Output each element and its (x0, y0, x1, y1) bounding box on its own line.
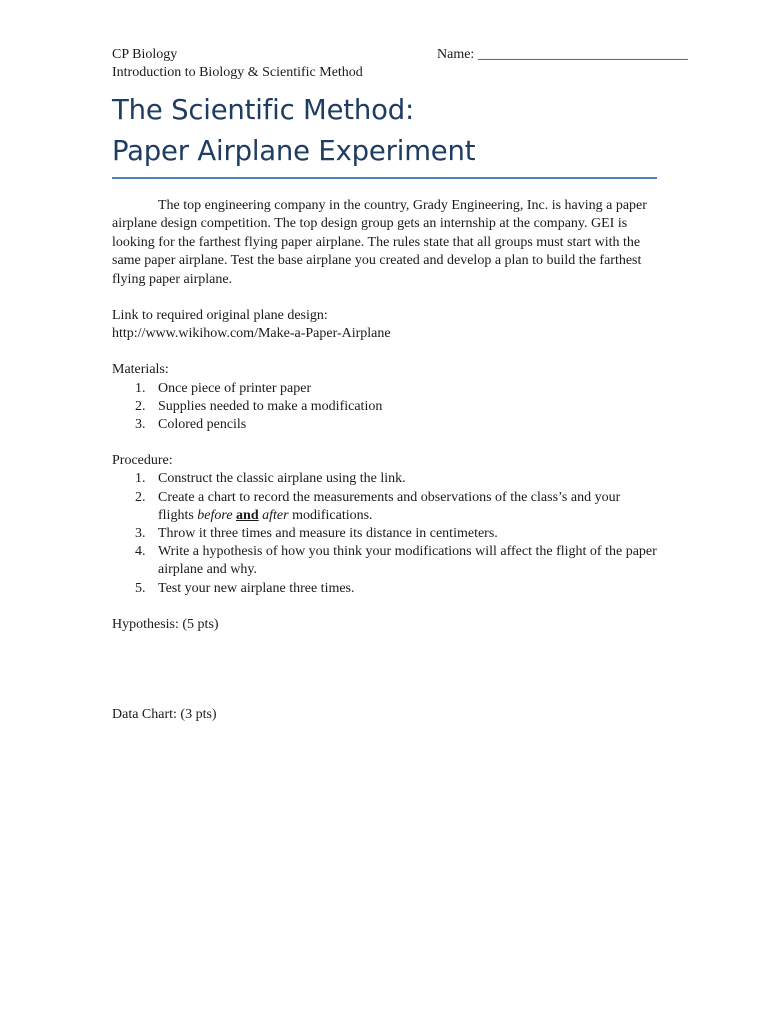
list-item (112, 416, 657, 434)
title-line-1: The Scientific Method: (112, 94, 415, 126)
list-text: Test your new airplane three times. (158, 580, 355, 596)
emphasis-and: and (236, 507, 259, 523)
list-text: Supplies needed to make a modification (158, 398, 383, 414)
materials-section (112, 361, 657, 434)
list-item (112, 580, 657, 598)
list-item (112, 470, 657, 488)
intro-paragraph: The top engineering company in the country, Grady Engineering, Inc. is having a paper airplane design competition. The top design group gets an internship at the company. GEI is looking for the farthest flying paper airplane. The rules state that all groups must start with the same paper airplane. Test the base airplane you created and develop a plan to build the farthest flying paper airplane. (112, 198, 647, 287)
list-number: 3. (135, 526, 146, 542)
list-text: Throw it three times and measure its distance in centimeters. (158, 526, 498, 542)
list-item (112, 525, 657, 543)
list-number: 1. (135, 380, 146, 396)
list-item (112, 543, 657, 579)
list-text: Once piece of printer paper (158, 380, 312, 396)
list-number: 1. (135, 471, 146, 487)
document-page (112, 46, 688, 724)
procedure-section (112, 452, 657, 598)
materials-list (112, 380, 657, 435)
unit-name: Introduction to Biology & Scientific Method (112, 65, 363, 80)
title-line-2: Paper Airplane Experiment (112, 135, 476, 167)
list-text: modifications. (288, 507, 373, 523)
list-item (112, 489, 657, 525)
emphasis-after: after (262, 507, 289, 523)
list-item (112, 380, 657, 398)
list-number: 2. (135, 489, 146, 505)
list-text: Create a chart to record the measurements and observations of the class’s and your flights (158, 489, 621, 523)
procedure-list (112, 470, 657, 597)
list-item (112, 398, 657, 416)
list-text: Write a hypothesis of how you think your modifications will affect the flight of the paper airplane and why. (158, 544, 657, 578)
list-text: Colored pencils (158, 417, 247, 433)
design-link[interactable]: http://www.wikihow.com/Make-a-Paper-Airplane (112, 326, 391, 342)
procedure-heading: Procedure: (112, 453, 173, 469)
page-title (112, 90, 657, 172)
link-section (112, 307, 657, 343)
list-number: 5. (135, 580, 146, 596)
data-chart-label: Data Chart: (3 pts) (112, 706, 217, 722)
header-row (112, 46, 688, 64)
student-name-line: Name: ______________________________ (437, 47, 688, 62)
materials-heading: Materials: (112, 362, 169, 378)
course-name: CP Biology (112, 47, 178, 62)
list-number: 4. (135, 544, 146, 560)
link-label: Link to required original plane design: (112, 308, 328, 324)
title-divider (112, 177, 657, 179)
list-text: Construct the classic airplane using the link. (158, 471, 406, 487)
emphasis-before: before (197, 507, 233, 523)
list-number: 2. (135, 398, 146, 414)
hypothesis-label: Hypothesis: (5 pts) (112, 616, 219, 632)
list-number: 3. (135, 417, 146, 433)
